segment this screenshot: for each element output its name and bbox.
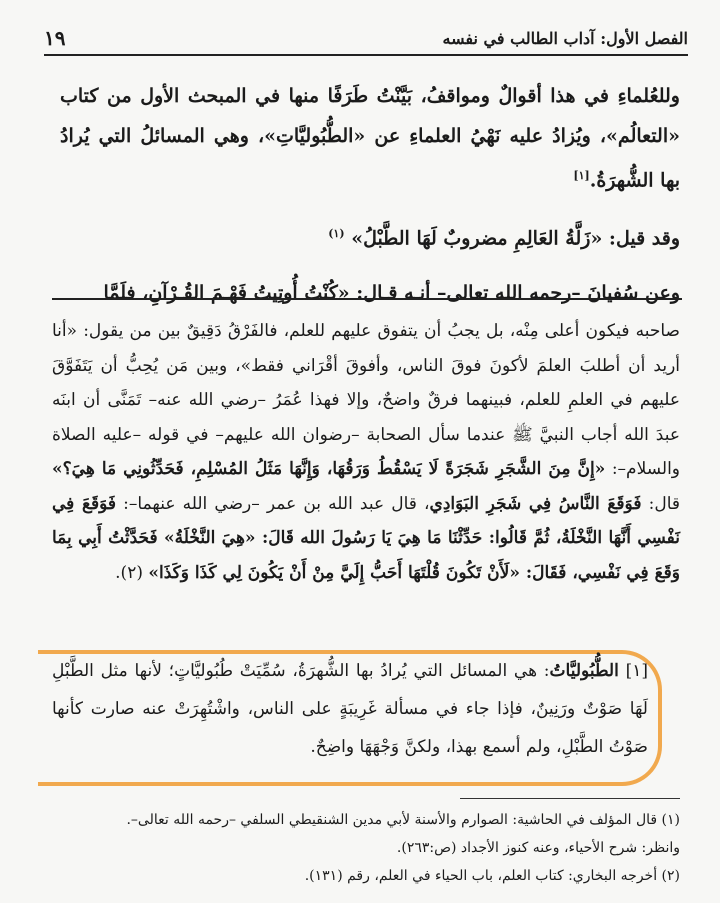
highlighted-note — [52, 652, 648, 766]
page-number: ١٩ — [44, 26, 66, 50]
section-divider — [52, 298, 682, 300]
note-term: الطُّبُوليَّاتُ — [549, 661, 619, 681]
note-paragraph — [52, 652, 648, 766]
main-paragraph — [52, 314, 680, 590]
text-span: ، قال عبد الله بن عمر –رضي الله عنهما–: — [116, 493, 430, 514]
hadith-text: فَوَقَعَ النَّاسُ فِي شَجَرِ البَوَادِي — [429, 493, 642, 514]
intro-paragraph — [60, 76, 680, 200]
main-text — [52, 314, 680, 590]
footnote-rule — [460, 798, 680, 799]
footnotes — [60, 806, 680, 890]
quote-line — [60, 214, 680, 258]
note-body: : هي المسائل التي يُرادُ بها الشُّهرَةُ، سُمِّيَتْ طُبُوليَّاتٍ؛ لأنها مثل الطَّبْلِ لَهَا صَوْتٌ ورَنِينٌ، فإذا جاء في مسألة غَرِيبَةٍ على الناس، واشْتُهِرَتْ عنه صارت كأنها صَوْتُ الطَّبْلِ، ولم أسمع بهذا، ولكنَّ وَجْهَهَا واضِحٌ. — [52, 661, 648, 757]
footnote-ref: (١) — [328, 227, 345, 241]
page-header — [44, 22, 688, 56]
note-marker: [١] — [625, 661, 648, 681]
text-span: قال: — [641, 493, 681, 514]
quote-text: وقد قيل: «زَلَّةُ العَالِمِ مضروبٌ لَهَا الطَّبْلُ» — [351, 227, 680, 250]
footnote-2: (٢) أخرجه البخاري: كتاب العلم، باب الحياء في العلم، رقم (١٣١). — [304, 868, 680, 884]
text-span: صاحبه فيكون أعلى مِنْه، بل يجبُ أن يتفوق عليهم للعلم، فالفَرْقُ دَقِيقٌ بين من يقول: «أنا أريد أن أطلبَ العلمَ لأكونَ فوقَ الناس، وأفوقَ أقْرَاني فقط»، وبين مَن يُحِبُّ أن يَتَفَوَّقَ عليهم في العلمِ للعلم، فبينهما فرقٌ واضحٌ، وإلا فهذا عُمَرُ –رضي الله عنه– تَمَنَّى أن ابنَه عبدَ الله أجاب النبيَّ ﷺ عندما سأل الصحابة –رضوان الله عليهم– في قوله –عليه الصلاة والسلام–: — [52, 321, 680, 479]
footnote-ref: (٢). — [115, 562, 143, 583]
footnote-1-cont: وانظر: شرح الأحياء، وعنه كنوز الأجداد (ص:٢٦٣). — [396, 840, 680, 856]
footnote-1: (١) قال المؤلف في الحاشية: الصوارم والأسنة لأبي مدين الشنقيطي السلفي –رحمه الله تعالى–. — [126, 812, 680, 828]
chapter-title: الفصل الأول: آداب الطالب في نفسه — [442, 28, 688, 48]
intro-text: وللعُلماءِ في هذا أقوالٌ ومواقفُ، بَيَّنْتُ طَرَفًا منها في المبحث الأول من كتاب «التعالُم»، ويُزادُ عليه نَهْيُ العلماءِ عن «الطُّبُوليَّاتِ»، وهي المسائلُ التي يُرادُ بها الشُّهرَةُ. — [60, 85, 680, 192]
hadith-text: «إِنَّ مِنَ الشَّجَرِ شَجَرَةً لَا يَسْقُطُ وَرَقُهَا، وَإِنَّهَا مَثَلُ المُسْلِمِ، فَحَدِّثُونِي مَا هِيَ؟» — [52, 459, 606, 479]
intro-section — [60, 76, 680, 313]
sufyan-line: وعن سُفيانَ –رحمه الله تعالى– أنـه قـال: «كُنْتُ أُوتِيتُ فَهْـمَ القُـرْآنِ، فلَمَّا — [103, 281, 680, 304]
note-ref: [١] — [573, 169, 590, 182]
hadith-text: فَوَقَعَ فِي نَفْسِي أَنَّهَا النَّخْلَةُ، ثُمَّ قَالُوا: حَدِّثْنَا مَا هِيَ يَا رَسُولَ الله قَالَ: «هِيَ النَّخْلَةُ» فَحَدَّثْتُ أَبِي بِمَا وَقَعَ فِي نَفْسِي، فَقَالَ: «لَأَنْ تَكُونَ قُلْتَهَا أَحَبُّ إِلَيَّ مِنْ أَنْ يَكُونَ لِي كَذَا وَكَذَا» — [52, 493, 680, 583]
